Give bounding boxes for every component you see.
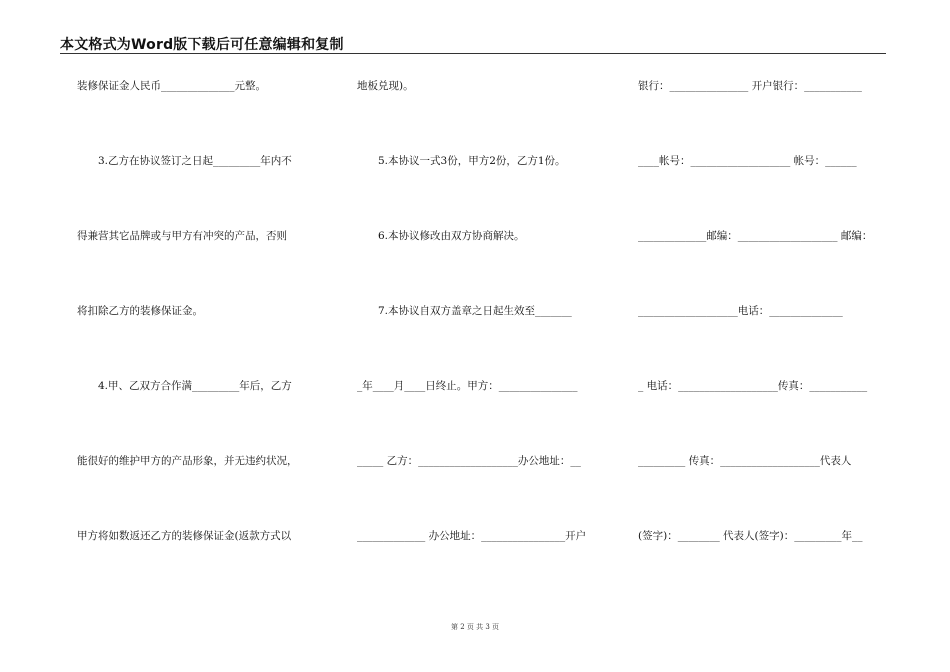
text-line: ___________________电话：______________ bbox=[638, 305, 843, 317]
text-line: 银行：_______________ 开户银行：___________ bbox=[638, 80, 862, 92]
text-line: _ 电话：___________________传真：___________ bbox=[638, 380, 868, 392]
text-line: 装修保证金人民币______________元整。 bbox=[77, 80, 266, 92]
column-right bbox=[638, 0, 898, 672]
text-line: _____ 乙方：___________________办公地址：__ bbox=[357, 455, 581, 467]
text-line: 地板兑现)。 bbox=[357, 80, 414, 92]
text-line: (签字)：________ 代表人(签字)：_________年__ bbox=[638, 530, 863, 542]
text-line: 得兼营其它品牌或与甲方有冲突的产品，否则 bbox=[77, 230, 287, 242]
text-line: 5.本协议一式3份，甲方2份，乙方1份。 bbox=[357, 155, 566, 167]
page-number: 第 2 页 共 3 页 bbox=[450, 623, 500, 631]
text-line: _________ 传真：___________________代表人 bbox=[638, 455, 852, 467]
column-middle bbox=[357, 0, 617, 672]
text-line: 4.甲、乙双方合作满_________年后，乙方 bbox=[77, 380, 292, 392]
text-line: 7.本协议自双方盖章之日起生效至_______ bbox=[357, 305, 572, 317]
header-title: 本文格式为Word版下载后可任意编辑和复制 bbox=[60, 37, 344, 53]
text-line: ____帐号：___________________ 帐号：______ bbox=[638, 155, 857, 167]
text-line: 甲方将如数返还乙方的装修保证金(返款方式以 bbox=[77, 530, 292, 542]
column-left bbox=[77, 0, 347, 672]
text-line: _____________邮编：___________________ 邮编： bbox=[638, 230, 873, 242]
text-line: 3.乙方在协议签订之日起_________年内不 bbox=[77, 155, 292, 167]
text-line: 能很好的维护甲方的产品形象，并无违约状况， bbox=[77, 455, 298, 467]
text-line: _年____月____日终止。甲方：_______________ bbox=[357, 380, 578, 392]
text-line: _____________ 办公地址：________________开户 bbox=[357, 530, 587, 542]
text-line: 6.本协议修改由双方协商解决。 bbox=[357, 230, 525, 242]
text-line: 将扣除乙方的装修保证金。 bbox=[77, 305, 203, 317]
